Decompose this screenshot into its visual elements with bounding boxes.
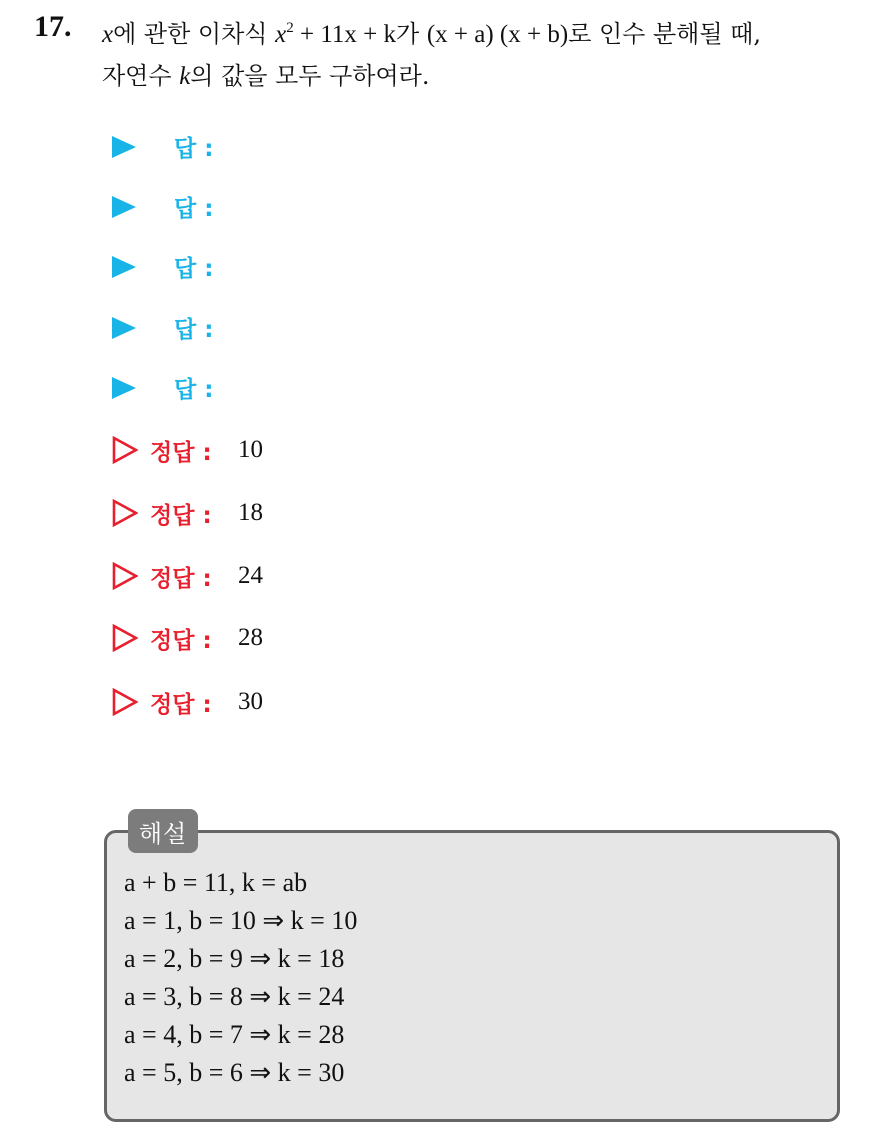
answer-key-label: 정답 : [150, 503, 212, 529]
answer-blank-label: 답 : [174, 256, 214, 282]
factor-expr: (x + a) (x + b) [426, 21, 569, 48]
explanation-tab: 해설 [128, 809, 198, 853]
expr-rest: + 11x + k [293, 21, 396, 48]
answer-key-value: 10 [238, 436, 263, 463]
outline-right-triangle-icon [112, 688, 138, 716]
exponent: 2 [286, 20, 294, 36]
question-number: 17. [34, 10, 72, 43]
filled-right-triangle-icon [112, 136, 136, 158]
question-text: 가 [396, 20, 427, 48]
answer-blank-label: 답 : [174, 317, 214, 343]
solution-line: a + b = 11, k = ab [124, 868, 308, 897]
question-line-1 [102, 14, 761, 49]
answer-blank-label: 답 : [174, 377, 214, 403]
filled-right-triangle-icon [112, 196, 136, 218]
question-text: 에 관한 이차식 [113, 20, 276, 48]
outline-right-triangle-icon [112, 624, 138, 652]
question-text: 로 인수 분해될 때, [568, 20, 761, 48]
solution-line: a = 1, b = 10 ⇒ k = 10 [124, 906, 358, 935]
solution-line: a = 2, b = 9 ⇒ k = 18 [124, 944, 345, 973]
outline-right-triangle-icon [112, 562, 138, 590]
solution-line: a = 3, b = 8 ⇒ k = 24 [124, 982, 345, 1011]
solution-line: a = 5, b = 6 ⇒ k = 30 [124, 1058, 345, 1087]
answer-key-label: 정답 : [150, 628, 212, 654]
expr-x: x [275, 21, 287, 48]
answer-key-value: 18 [238, 499, 263, 526]
question-text: 자연수 [102, 62, 180, 90]
filled-right-triangle-icon [112, 317, 136, 339]
answer-key-value: 28 [238, 624, 263, 651]
answer-key-label: 정답 : [150, 440, 212, 466]
var-k: k [179, 63, 191, 90]
question-text: 의 값을 모두 구하여라. [190, 62, 430, 90]
answer-key-value: 24 [238, 562, 263, 589]
outline-right-triangle-icon [112, 436, 138, 464]
answer-key-value: 30 [238, 688, 263, 715]
outline-right-triangle-icon [112, 499, 138, 527]
answer-blank-label: 답 : [174, 196, 214, 222]
answer-key-label: 정답 : [150, 566, 212, 592]
filled-right-triangle-icon [112, 256, 136, 278]
question-line-2 [102, 56, 429, 91]
answer-blank-label: 답 : [174, 136, 214, 162]
filled-right-triangle-icon [112, 377, 136, 399]
solution-line: a = 4, b = 7 ⇒ k = 28 [124, 1020, 345, 1049]
answer-key-label: 정답 : [150, 692, 212, 718]
var-x: x [102, 21, 114, 48]
